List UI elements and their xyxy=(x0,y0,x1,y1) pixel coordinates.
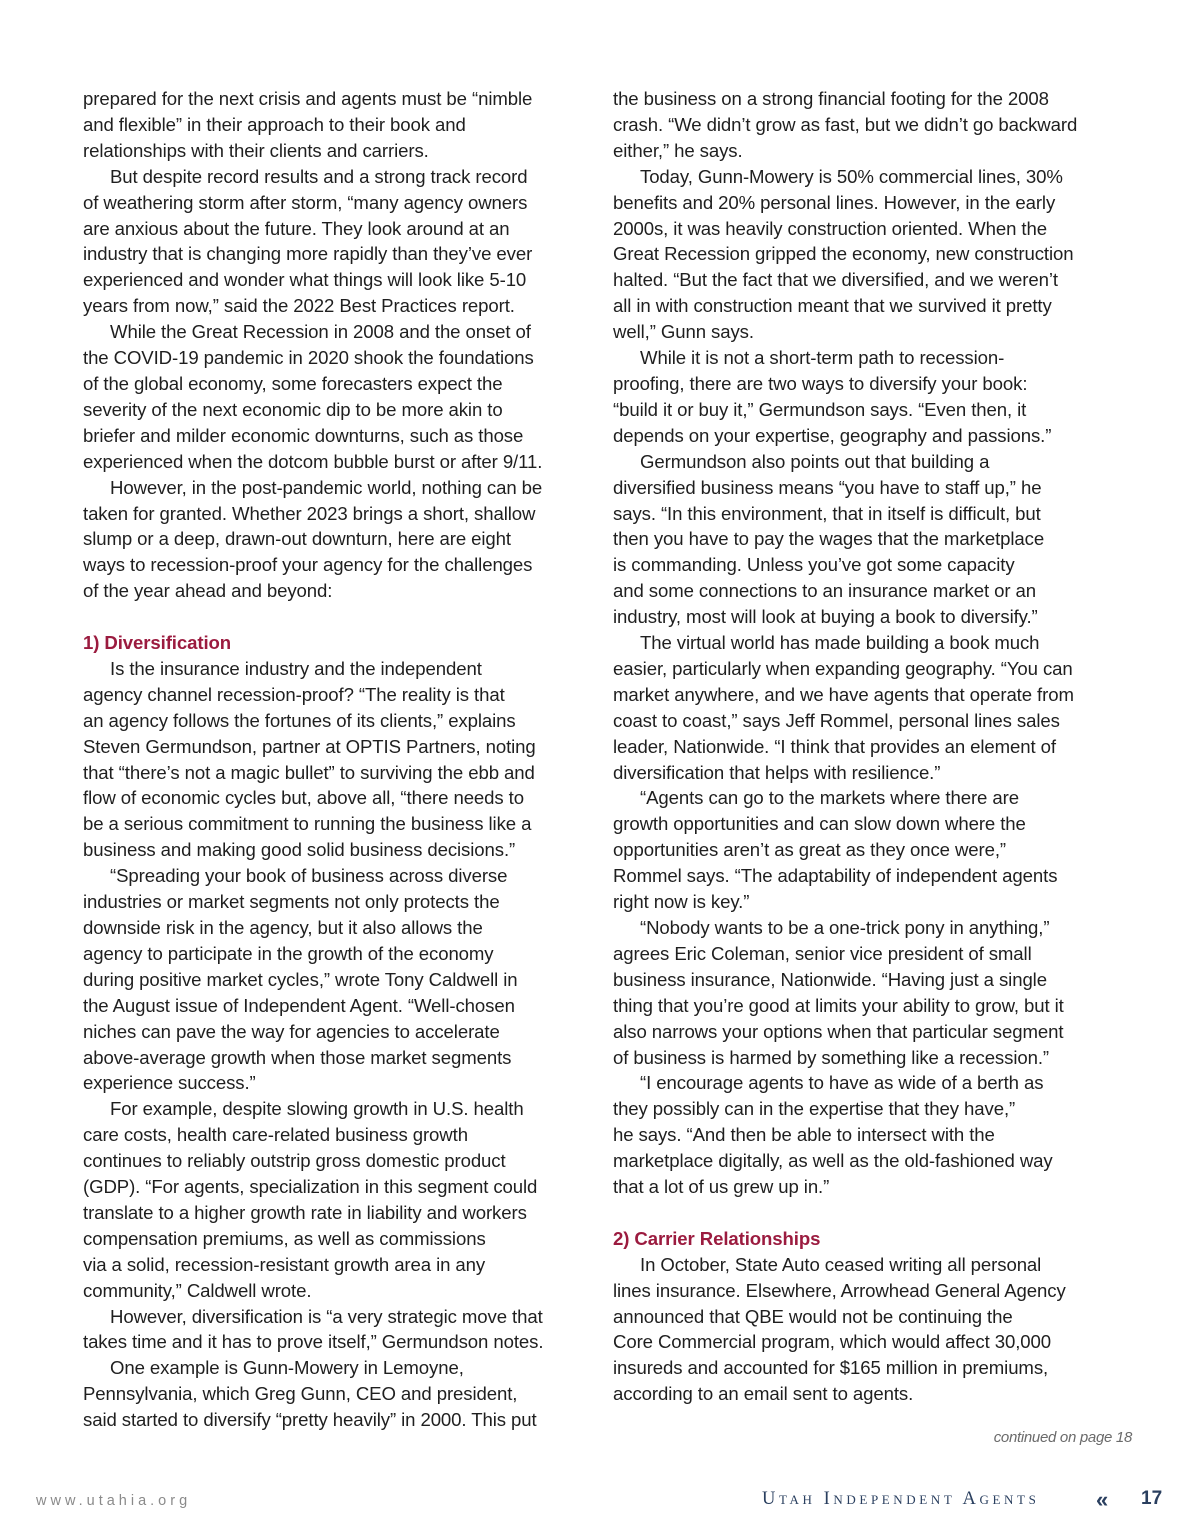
text-line: thing that you’re good at limits your ability to grow, but it xyxy=(613,994,1064,1016)
text-line: While the Great Recession in 2008 and the onset of xyxy=(110,321,531,343)
text-line: relationships with their clients and carriers. xyxy=(83,139,429,161)
text-line: industries or market segments not only protects the xyxy=(83,891,500,913)
text-line: severity of the next economic dip to be more akin to xyxy=(83,398,503,420)
text-line: then you have to pay the wages that the marketplace xyxy=(613,528,1045,550)
footer-url: www.utahia.org xyxy=(36,1493,192,1509)
text-line: For example, despite slowing growth in U.S. health xyxy=(110,1098,524,1120)
text-line: and some connections to an insurance market or an xyxy=(613,580,1037,602)
text-line: halted. “But the fact that we diversified, and we weren’t xyxy=(613,269,1058,291)
text-line: prepared for the next crisis and agents must be “nimble xyxy=(83,88,533,109)
page-number: 17 xyxy=(1141,1488,1163,1509)
text-line: Is the insurance industry and the independent xyxy=(110,657,482,679)
text-line: flow of economic cycles but, above all, “there needs to xyxy=(83,787,524,809)
text-line: (GDP). “For agents, specialization in this segment could xyxy=(83,1176,538,1198)
paragraph-gap xyxy=(83,604,593,630)
text-line: Great Recession gripped the economy, new construction xyxy=(613,243,1074,265)
text-line: that “there’s not a magic bullet” to surviving the ebb and xyxy=(83,761,535,783)
text-line: “Agents can go to the markets where there are xyxy=(640,787,1019,809)
text-line: above-average growth when those market segments xyxy=(83,1046,512,1068)
text-line: community,” Caldwell wrote. xyxy=(83,1279,312,1301)
text-line: 2000s, it was heavily construction oriented. When the xyxy=(613,217,1047,239)
text-line: right now is key.” xyxy=(613,891,750,913)
text-line: Rommel says. “The adaptability of independent agents xyxy=(613,865,1058,887)
text-line: But despite record results and a strong track record xyxy=(110,165,528,187)
text-line: diversified business means “you have to staff up,” he xyxy=(613,476,1042,498)
article-column-left xyxy=(83,86,593,1433)
text-line: are anxious about the future. They look around at an xyxy=(83,217,510,239)
text-line: While it is not a short-term path to recession- xyxy=(640,347,1005,369)
text-line: growth opportunities and can slow down where the xyxy=(613,813,1026,835)
text-line: However, diversification is “a very strategic move that xyxy=(110,1305,543,1327)
text-line: downside risk in the agency, but it also allows the xyxy=(83,916,483,938)
text-line: “I encourage agents to have as wide of a berth as xyxy=(640,1072,1044,1094)
text-line: Today, Gunn-Mowery is 50% commercial lines, 30% xyxy=(640,165,1063,187)
section-heading: 2) Carrier Relationships xyxy=(613,1227,821,1249)
text-line: he says. “And then be able to intersect with the xyxy=(613,1124,995,1146)
text-line: takes time and it has to prove itself,” Germundson notes. xyxy=(83,1331,544,1353)
text-line: of business is harmed by something like a recession.” xyxy=(613,1046,1049,1068)
text-line: an agency follows the fortunes of its clients,” explains xyxy=(83,709,516,731)
text-line: experienced and wonder what things will look like 5-10 xyxy=(83,269,527,291)
text-line: well,” Gunn says. xyxy=(613,321,754,343)
text-line: during positive market cycles,” wrote Tony Caldwell in xyxy=(83,968,518,990)
chevron-left-icon: « xyxy=(1096,1487,1109,1512)
text-line: diversification that helps with resilience.” xyxy=(613,761,941,783)
text-line: slump or a deep, drawn-out downturn, here are eight xyxy=(83,528,511,550)
text-line: care costs, health care-related business growth xyxy=(83,1124,468,1146)
text-line: the August issue of Independent Agent. “Well-chosen xyxy=(83,994,515,1016)
text-line: marketplace digitally, as well as the old-fashioned way xyxy=(613,1150,1053,1172)
continued-note: continued on page 18 xyxy=(993,1429,1132,1446)
text-line: Pennsylvania, which Greg Gunn, CEO and president, xyxy=(83,1383,518,1405)
text-line: benefits and 20% personal lines. However, in the early xyxy=(613,191,1056,213)
text-line: niches can pave the way for agencies to accelerate xyxy=(83,1020,500,1042)
text-line: said started to diversify “pretty heavily” in 2000. This put xyxy=(83,1409,537,1431)
text-line: of the global economy, some forecasters expect the xyxy=(83,372,503,394)
text-line: lines insurance. Elsewhere, Arrowhead General Agency xyxy=(613,1279,1066,1301)
text-line: compensation premiums, as well as commissions xyxy=(83,1227,486,1249)
text-line: leader, Nationwide. “I think that provides an element of xyxy=(613,735,1056,757)
text-line: agency channel recession-proof? “The reality is that xyxy=(83,683,505,705)
text-line: agrees Eric Coleman, senior vice president of small xyxy=(613,942,1032,964)
text-line: business and making good solid business decisions.” xyxy=(83,839,516,861)
text-line: all in with construction meant that we survived it pretty xyxy=(613,295,1052,317)
paragraph-gap xyxy=(613,1200,1125,1226)
text-line: briefer and milder economic downturns, such as those xyxy=(83,424,524,446)
text-line: One example is Gunn-Mowery in Lemoyne, xyxy=(110,1357,464,1379)
text-line: “Nobody wants to be a one-trick pony in anything,” xyxy=(640,917,1050,938)
text-line: proofing, there are two ways to diversify your book: xyxy=(613,372,1028,394)
text-line: market anywhere, and we have agents that operate from xyxy=(613,683,1074,705)
text-line: translate to a higher growth rate in liability and workers xyxy=(83,1201,527,1223)
text-line: announced that QBE would not be continuing the xyxy=(613,1305,1013,1327)
text-line: depends on your expertise, geography and passions.” xyxy=(613,424,1052,446)
text-line: Core Commercial program, which would affect 30,000 xyxy=(613,1331,1052,1353)
text-line: ways to recession-proof your agency for the challenges xyxy=(83,554,533,576)
text-line: experience success.” xyxy=(83,1072,256,1094)
text-line: insureds and accounted for $165 million in premiums, xyxy=(613,1357,1049,1379)
text-line: industry that is changing more rapidly than they’ve ever xyxy=(83,243,533,265)
text-line: crash. “We didn’t grow as fast, but we didn’t go backward xyxy=(613,113,1078,135)
text-line: of weathering storm after storm, “many agency owners xyxy=(83,191,528,213)
text-line: The virtual world has made building a book much xyxy=(640,632,1040,654)
text-line: also narrows your options when that particular segment xyxy=(613,1020,1064,1042)
text-line: “Spreading your book of business across diverse xyxy=(110,865,508,887)
text-line: easier, particularly when expanding geography. “You can xyxy=(613,657,1073,679)
text-line: is commanding. Unless you’ve got some capacity xyxy=(613,554,1015,576)
text-line: opportunities aren’t as great as they once were,” xyxy=(613,839,1007,861)
text-line: continues to reliably outstrip gross domestic product xyxy=(83,1150,506,1172)
text-line: according to an email sent to agents. xyxy=(613,1383,914,1405)
text-line: of the year ahead and beyond: xyxy=(83,580,333,602)
text-line: taken for granted. Whether 2023 brings a short, shallow xyxy=(83,502,536,524)
text-line: Steven Germundson, partner at OPTIS Partners, noting xyxy=(83,735,536,757)
text-line: years from now,” said the 2022 Best Practices report. xyxy=(83,295,515,317)
text-line: either,” he says. xyxy=(613,139,743,161)
article-column-right xyxy=(613,86,1125,1407)
text-line: and flexible” in their approach to their book and xyxy=(83,113,466,135)
text-line: via a solid, recession-resistant growth area in any xyxy=(83,1253,486,1275)
text-line: the COVID-19 pandemic in 2020 shook the foundations xyxy=(83,347,534,369)
text-line: “build it or buy it,” Germundson says. “Even then, it xyxy=(613,398,1027,420)
text-line: industry, most will look at buying a book to diversify.” xyxy=(613,606,1038,628)
section-heading: 1) Diversification xyxy=(83,632,232,654)
text-line: experienced when the dotcom bubble burst or after 9/11. xyxy=(83,450,543,472)
text-line: Germundson also points out that building a xyxy=(640,450,990,472)
text-line: In October, State Auto ceased writing all personal xyxy=(640,1253,1042,1275)
text-line: says. “In this environment, that in itself is difficult, but xyxy=(613,502,1041,524)
text-line: agency to participate in the growth of the economy xyxy=(83,942,494,964)
footer-magazine-title: Utah Independent Agents xyxy=(762,1489,1040,1509)
text-line: be a serious commitment to running the business like a xyxy=(83,813,532,835)
text-line: coast to coast,” says Jeff Rommel, personal lines sales xyxy=(613,709,1060,731)
text-line: business insurance, Nationwide. “Having just a single xyxy=(613,968,1047,990)
text-line: they possibly can in the expertise that they have,” xyxy=(613,1098,1016,1120)
text-line: that a lot of us grew up in.” xyxy=(613,1176,830,1198)
text-line: However, in the post-pandemic world, nothing can be xyxy=(110,476,543,498)
text-line: the business on a strong financial footing for the 2008 xyxy=(613,88,1049,109)
